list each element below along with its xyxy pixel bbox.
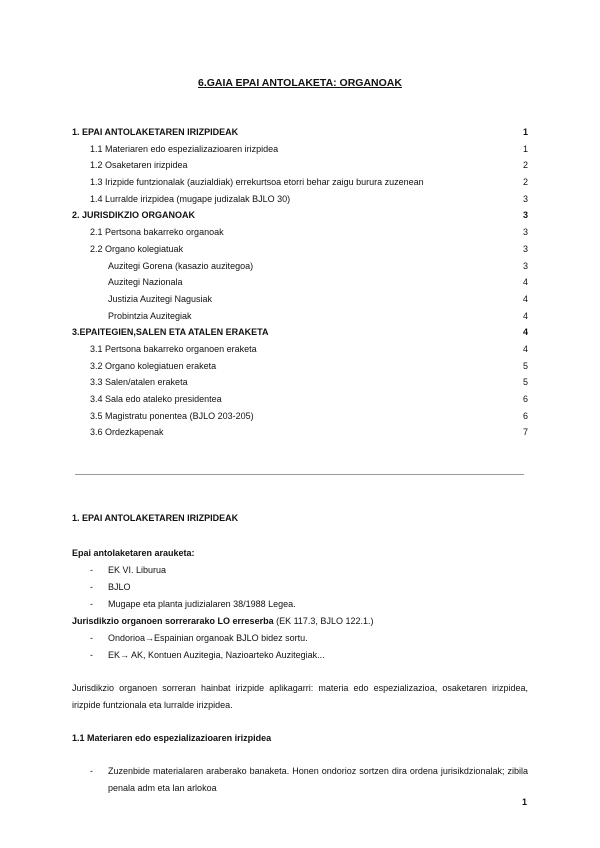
divider	[75, 474, 524, 475]
toc-entry-label: 3.1 Pertsona bakarreko organoen eraketa	[90, 343, 257, 354]
toc-entry[interactable]	[72, 341, 528, 358]
list-item: - EK VI. Liburua	[72, 562, 528, 579]
toc-entry-page: 3	[522, 243, 528, 254]
toc-entry-page: 7	[522, 427, 528, 438]
list-item: - Mugape eta planta judizialaren 38/1988 Legea.	[72, 596, 528, 613]
toc-entry[interactable]	[72, 274, 528, 291]
toc-entry[interactable]	[72, 408, 528, 425]
toc-entry[interactable]	[72, 308, 528, 325]
toc-entry-page: 4	[522, 343, 528, 354]
toc-entry-label: 3.3 Salen/atalen eraketa	[90, 377, 188, 388]
toc-entry-label: 1. EPAI ANTOLAKETAREN IRIZPIDEAK	[72, 127, 239, 137]
table-of-contents	[72, 124, 528, 441]
toc-entry-label: Probintzia Auzitegiak	[108, 310, 192, 321]
subsection-heading: 1.1 Materiaren edo espezializazioaren irizpidea	[72, 733, 272, 743]
toc-entry-label: Auzitegi Gorena (kasazio auzitegoa)	[108, 260, 254, 271]
toc-entry-label: 3.2 Organo kolegiatuen eraketa	[90, 360, 217, 371]
toc-entry-page: 4	[522, 310, 528, 321]
toc-entry[interactable]	[72, 141, 528, 158]
lo-list	[72, 630, 528, 664]
toc-entry[interactable]	[72, 374, 528, 391]
arauketa-heading: Epai antolaketaren arauketa:	[72, 548, 195, 558]
toc-entry-label: Justizia Auzitegi Nagusiak	[108, 293, 213, 304]
lo-heading	[72, 613, 528, 630]
page-number: 1	[521, 797, 527, 807]
toc-entry-label: 2. JURISDIKZIO ORGANOAK	[72, 210, 196, 221]
toc-entry[interactable]	[72, 424, 528, 441]
toc-entry-page: 3	[522, 193, 528, 204]
list-item: - BJLO	[72, 579, 528, 596]
toc-entry-label: 1.4 Lurralde irizpidea (mugape judizalak BJLO 30)	[90, 193, 291, 204]
toc-entry-page: 6	[522, 394, 528, 404]
arauketa-list	[72, 562, 528, 613]
toc-entry-page: 5	[522, 360, 528, 371]
section-heading: 1. EPAI ANTOLAKETAREN IRIZPIDEAK	[72, 513, 239, 523]
toc-entry[interactable]	[72, 324, 528, 341]
list-item: - Zuzenbide materialaren araberako banaketa. Honen ondorioz sortzen dira ordena jurisikdzionalak; zibila penala adm eta lan arlokoa	[72, 763, 528, 797]
toc-entry-label: 1.2 Osaketaren irizpidea	[90, 160, 188, 171]
list-item: - EK→ AK, Kontuen Auzitegia, Nazioarteko Auzitegiak...	[72, 647, 528, 664]
toc-entry[interactable]	[72, 258, 528, 275]
lo-heading-ref: (EK 117.3, BJLO 122.1.)	[273, 616, 374, 626]
toc-entry-page: 1	[522, 127, 528, 137]
toc-entry-page: 6	[522, 410, 528, 421]
list-item: - Ondorioa→Espainian organoak BJLO bidez sortu.	[72, 630, 528, 647]
toc-entry-page: 3	[522, 210, 528, 221]
toc-entry-label: 2.2 Organo kolegiatuak	[90, 243, 184, 254]
paragraph: Jurisdikzio organoen sorreran hainbat irizpide aplikagarri: materia edo espezializazioa, osaketaren irizpidea, irizpide funtzionala eta lurralde irizpidea.	[72, 683, 528, 710]
toc-entry-page: 4	[522, 293, 528, 304]
toc-entry-page: 2	[522, 160, 528, 171]
toc-entry-label: 1.1 Materiaren edo espezializazioaren irizpidea	[90, 143, 279, 154]
lo-heading-bold: Jurisdikzio organoen sorrerarako LO erreserba	[72, 616, 274, 626]
toc-entry-label: 3.EPAITEGIEN,SALEN ETA ATALEN ERAKETA	[72, 327, 269, 338]
toc-entry[interactable]	[72, 207, 528, 224]
toc-entry-page: 4	[522, 277, 528, 288]
toc-entry-label: 2.1 Pertsona bakarreko organoak	[90, 227, 224, 238]
toc-entry[interactable]	[72, 174, 528, 191]
document-title: 6.GAIA EPAI ANTOLAKETA: ORGANOAK	[198, 77, 402, 89]
subsection-list	[72, 763, 528, 797]
toc-entry-page: 1	[522, 143, 528, 154]
toc-entry-page: 5	[522, 377, 528, 388]
toc-entry-page: 2	[522, 177, 528, 188]
toc-entry[interactable]	[72, 224, 528, 241]
toc-entry-page: 4	[522, 327, 528, 338]
toc-entry-label: Auzitegi Nazionala	[108, 277, 183, 288]
toc-entry[interactable]	[72, 391, 528, 408]
toc-entry-page: 3	[522, 227, 528, 238]
toc-entry-label: 3.5 Magistratu ponentea (BJLO 203-205)	[90, 410, 254, 421]
document-body	[72, 510, 528, 797]
toc-entry-page: 3	[522, 260, 528, 271]
toc-entry[interactable]	[72, 241, 528, 258]
toc-entry-label: 3.6 Ordezkapenak	[90, 427, 164, 438]
toc-entry[interactable]	[72, 124, 528, 141]
toc-entry-label: 3.4 Sala edo ataleko presidentea	[90, 394, 222, 404]
toc-entry[interactable]	[72, 291, 528, 308]
toc-entry[interactable]	[72, 191, 528, 208]
toc-entry[interactable]	[72, 358, 528, 375]
toc-entry[interactable]	[72, 157, 528, 174]
toc-entry-label: 1.3 Irizpide funtzionalak (auzialdiak) errekurtsoa etorri behar zaigu burura zuzenean	[90, 177, 424, 188]
